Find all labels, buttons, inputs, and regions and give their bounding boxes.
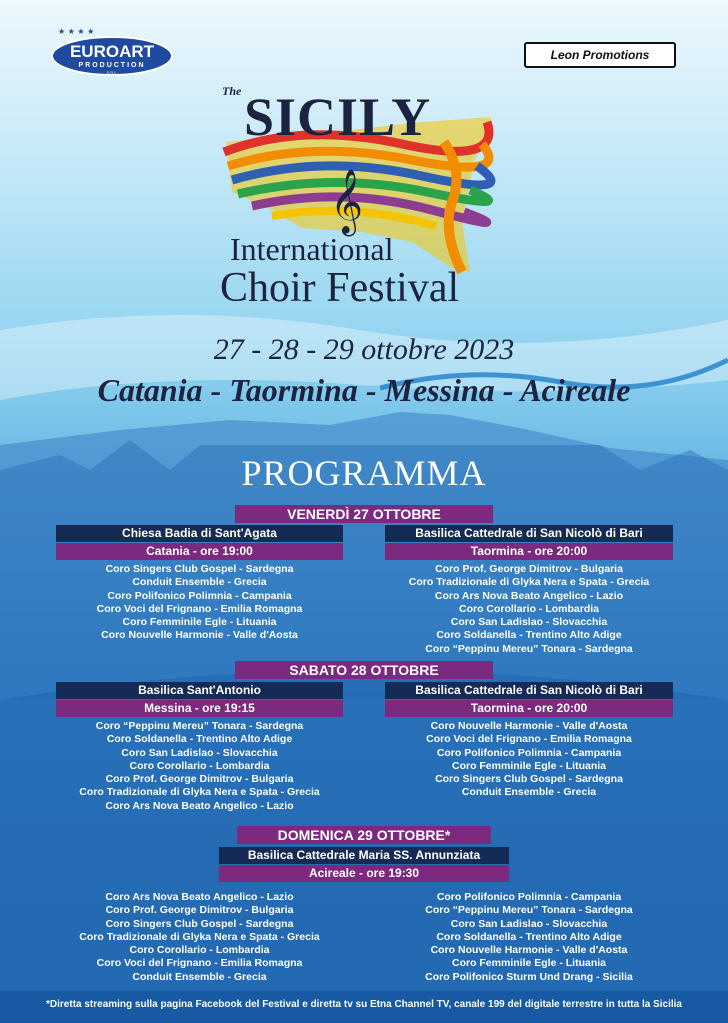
list-item: Coro Soldanella - Trentino Alto Adige bbox=[106, 733, 293, 746]
list-item: Coro Voci del Frignano - Emilia Romagna bbox=[426, 733, 632, 746]
list-item: Coro Voci del Frignano - Emilia Romagna bbox=[96, 602, 303, 615]
list-item: Conduit Ensemble - Grecia bbox=[132, 970, 267, 983]
list-item: Coro Nouvelle Harmonie - Valle d'Aosta bbox=[430, 944, 628, 957]
footer-note: *Diretta streaming sulla pagina Facebook del Festival e diretta tv su Etna Channel TV, canale 199 del digitale terrestre in tutta la Sicilia bbox=[46, 999, 682, 1010]
list-item: Coro “Peppinu Mereu” Tonara - Sardegna bbox=[95, 720, 304, 732]
list-item: Coro Polifonico Polimnia - Campania bbox=[436, 746, 622, 759]
choir-list-acireale-left bbox=[56, 891, 343, 984]
list-item: Coro Polifonico Polimnia - Campania bbox=[436, 891, 622, 903]
day-sunday-banner: DOMENICA 29 OTTOBRE* bbox=[237, 826, 491, 844]
footer-bar bbox=[0, 991, 728, 1023]
euroart-logo-srl: S.R.L. bbox=[106, 70, 118, 75]
venue-messina: Basilica Sant'Antonio bbox=[56, 682, 343, 699]
list-item: Coro Singers Club Gospel - Sardegna bbox=[105, 563, 294, 575]
list-item: Coro San Ladislao - Slovacchia bbox=[450, 616, 608, 629]
list-item: Coro “Peppinu Mereu” Tonara - Sardegna bbox=[425, 904, 633, 917]
list-item: Coro Ars Nova Beato Angelico - Lazio bbox=[434, 589, 624, 602]
list-item: Coro Femminile Egle - Lituania bbox=[451, 759, 607, 772]
venue-taormina-friday: Basilica Cattedrale di San Nicolò di Bari bbox=[385, 525, 673, 542]
choir-list-taormina-friday bbox=[385, 563, 673, 656]
list-item: Coro Corollario - Lombardia bbox=[129, 759, 270, 772]
venue-acireale: Basilica Cattedrale Maria SS. Annunziata bbox=[219, 847, 509, 864]
choir-list-acireale-right bbox=[385, 891, 673, 984]
day-saturday-banner: SABATO 28 OTTOBRE bbox=[235, 661, 493, 679]
list-item: Coro Tradizionale di Glyka Nera e Spata - Grecia bbox=[79, 786, 320, 799]
list-item: Coro Tradizionale di Glyka Nera e Spata - Grecia bbox=[408, 576, 650, 589]
euroart-logo bbox=[50, 26, 174, 78]
venue-taormina-saturday: Basilica Cattedrale di San Nicolò di Bari bbox=[385, 682, 673, 699]
list-item: Conduit Ensemble - Grecia bbox=[461, 786, 597, 799]
venue-catania: Chiesa Badia di Sant'Agata bbox=[56, 525, 343, 542]
treble-clef-icon: 𝄞 bbox=[330, 169, 364, 234]
place-taormina-friday: Taormina - ore 20:00 bbox=[385, 543, 673, 560]
list-item: Coro Ars Nova Beato Angelico - Lazio bbox=[105, 799, 294, 812]
list-item: Coro San Ladislao - Slovacchia bbox=[121, 746, 278, 759]
choir-list-messina bbox=[56, 720, 343, 813]
list-item: Coro Voci del Frignano - Emilia Romagna bbox=[96, 957, 303, 970]
place-catania: Catania - ore 19:00 bbox=[56, 543, 343, 560]
list-item: Coro Soldanella - Trentino Alto Adige bbox=[436, 930, 622, 943]
list-item: Coro Ars Nova Beato Angelico - Lazio bbox=[105, 891, 294, 903]
list-item: Coro Prof. George Dimitrov - Bulgaria bbox=[435, 563, 623, 575]
choir-list-taormina-saturday bbox=[385, 720, 673, 800]
list-item: Conduit Ensemble - Grecia bbox=[132, 576, 267, 589]
place-taormina-saturday: Taormina - ore 20:00 bbox=[385, 700, 673, 717]
list-item: Coro San Ladislao - Slovacchia bbox=[450, 917, 608, 930]
euroart-logo-sub: PRODUCTION bbox=[78, 62, 146, 69]
festival-dates: 27 - 28 - 29 ottobre 2023 bbox=[213, 333, 515, 366]
list-item: Coro Singers Club Gospel - Sardegna bbox=[435, 773, 623, 786]
list-item: Coro Corollario - Lombardia bbox=[129, 944, 270, 957]
list-item: Coro Prof. George Dimitrov - Bulgaria bbox=[105, 904, 294, 917]
list-item: Coro Soldanella - Trentino Alto Adige bbox=[436, 629, 622, 642]
list-item: Coro Femminile Egle - Lituania bbox=[122, 616, 277, 629]
list-item: Coro Polifonico Sturm Und Drang - Sicilia bbox=[425, 970, 633, 983]
festival-cities: Catania - Taormina - Messina - Acireale bbox=[97, 372, 631, 408]
place-messina: Messina - ore 19:15 bbox=[56, 700, 343, 717]
list-item: Coro Nouvelle Harmonie - Valle d'Aosta bbox=[430, 720, 628, 732]
title-international: International bbox=[230, 231, 394, 267]
euroart-logo-main: EUROART bbox=[69, 42, 155, 61]
day-friday-banner: VENERDÌ 27 OTTOBRE bbox=[235, 505, 493, 523]
title-choir-festival: Choir Festival bbox=[220, 265, 460, 311]
svg-text:★ ★ ★ ★: ★ ★ ★ ★ bbox=[58, 27, 95, 36]
list-item: Coro Polifonico Polimnia - Campania bbox=[107, 589, 292, 602]
list-item: Coro Nouvelle Harmonie - Valle d'Aosta bbox=[101, 629, 298, 642]
list-item: Coro Femminile Egle - Lituania bbox=[451, 957, 607, 970]
list-item: Coro Singers Club Gospel - Sardegna bbox=[105, 917, 294, 930]
choir-list-catania bbox=[56, 563, 343, 643]
list-item: Coro “Peppinu Mereu” Tonara - Sardegna bbox=[425, 642, 633, 655]
list-item: Coro Tradizionale di Glyka Nera e Spata - Grecia bbox=[79, 930, 320, 943]
title-sicily: SICILY bbox=[244, 87, 432, 147]
leon-promotions-logo: Leon Promotions bbox=[524, 42, 676, 68]
list-item: Coro Prof. George Dimitrov - Bulgaria bbox=[105, 773, 294, 786]
place-acireale: Acireale - ore 19:30 bbox=[219, 865, 509, 882]
title-the: The bbox=[222, 84, 242, 98]
list-item: Coro Corollario - Lombardia bbox=[458, 602, 599, 615]
programma-heading: PROGRAMMA bbox=[241, 453, 487, 493]
